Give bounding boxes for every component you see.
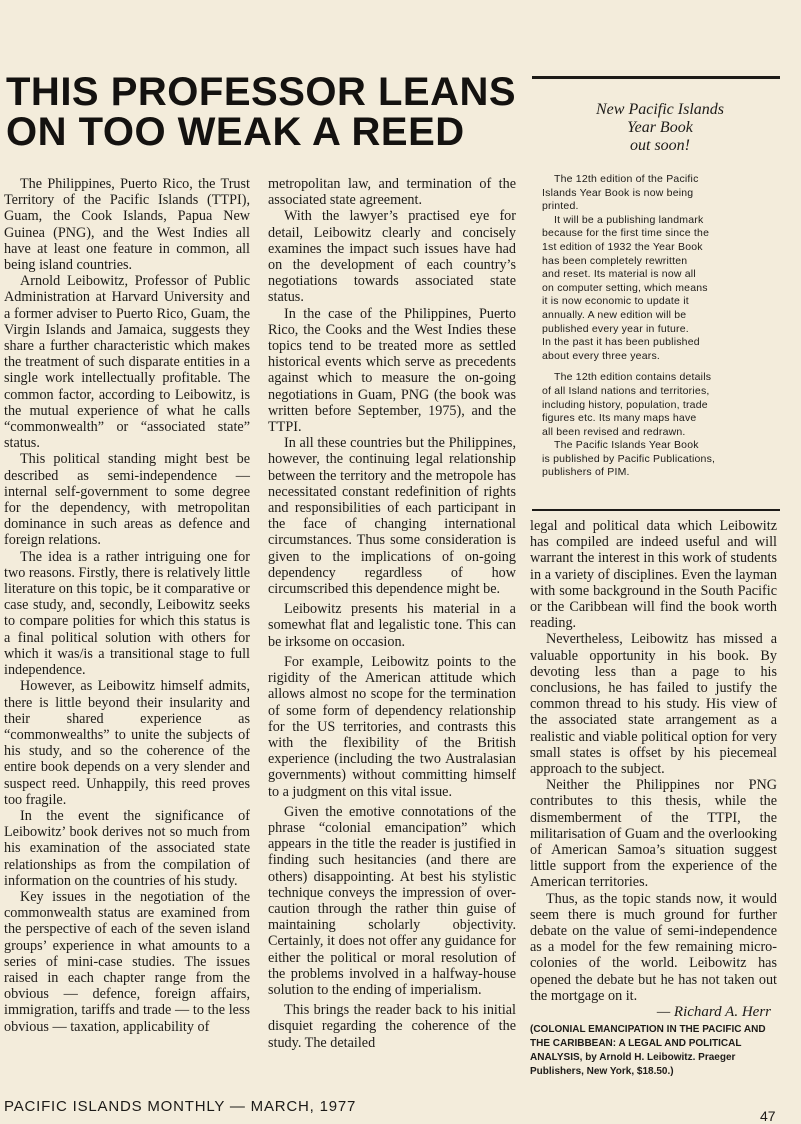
paragraph: The Philippines, Puerto Rico, the Trust Territory of the Pacific Islands (TTPI), Guam, the Cook Islands, Papua New Guinea (PNG), and the West Indies all have at least one feature in common, all being island countries. bbox=[4, 176, 250, 274]
paragraph: legal and political data which Leibowitz has compiled are indeed useful and will warrant the interest in this work of students in a variety of disciplines. Even the layman with some background in the South Pacific or the Caribbean will find the book worth reading. bbox=[530, 518, 777, 632]
announcement-line: publishers of PIM. bbox=[542, 466, 630, 479]
announcement-line: has been completely rewritten bbox=[542, 254, 688, 267]
announcement-line: on computer setting, which means bbox=[542, 281, 708, 294]
announcement-line: published every year in future. bbox=[542, 322, 689, 335]
announcement-line: about every three years. bbox=[542, 349, 661, 362]
announcement-line: The Pacific Islands Year Book bbox=[554, 439, 699, 452]
headline-line-1: THIS PROFESSOR LEANS bbox=[6, 70, 517, 114]
announcement-line: The 12th edition contains details bbox=[554, 371, 712, 384]
announcement-body bbox=[532, 173, 780, 480]
paragraph: In all these countries but the Philippines, however, the continuing legal relationship between the territory and the metropole has necessitated constant redefinition of rights and responsibilities of each participant in the face of changing international circumstances. Thus some consideration is given to the implications of on-going dependency regardless of how circumscribed this dependence might be. bbox=[268, 435, 516, 598]
announcement-line: because for the first time since the bbox=[542, 227, 710, 240]
paragraph: Key issues in the negotiation of the commonwealth status are examined from the perspective of each of the seven island groups’ experience in what amounts to a series of mini-case studies. The issues raised in each chapter range from the obvious — defence, foreign affairs, immigration, tariffs and trade — to the less obvious — taxation, applicability of bbox=[4, 888, 250, 1035]
paragraph: Neither the Philippines nor PNG contributes to this thesis, while the dismemberment of the TTPI, the militarisation of Guam and the overlooking of American Samoa’s situation suggest little support from the experience of the American territories. bbox=[530, 777, 777, 891]
paragraph: In the event the significance of Leibowitz’ book derives not so much from his examination of the associated state relationships as from the compilation of information on the countries of his study. bbox=[4, 807, 250, 889]
paragraph: Leibowitz presents his material in a somewhat flat and legalistic tone. This can be irksome on occasion. bbox=[268, 601, 516, 650]
announcement-line: is published by Pacific Publications, bbox=[542, 452, 716, 465]
article-column-2 bbox=[268, 176, 516, 1051]
reviewer-signature: — Richard A. Herr bbox=[656, 1004, 771, 1021]
announcement-line: printed. bbox=[542, 200, 579, 213]
announcement-title-line: New Pacific Islands bbox=[596, 101, 724, 118]
page-number: 47 bbox=[760, 1108, 776, 1124]
announcement-line: It will be a publishing landmark bbox=[554, 213, 704, 226]
paragraph: Thus, as the topic stands now, it would seem there is much ground for further debate on the value of semi-independence as a model for the few remaining micro-colonies of the world. Leibowitz has opened the debate but he has not taken out the mortgage on it. bbox=[530, 890, 777, 1004]
article-headline bbox=[6, 72, 526, 152]
paragraph: For example, Leibowitz points to the rigidity of the American attitude which allows almost no scope for the termination of some form of dependency relationship for the US territories, and contrasts this with the flexibility of the British experience (including the two Australasian governments) without committing himself to a judgment on this vital issue. bbox=[268, 653, 516, 800]
paragraph: This political standing might best be described as semi-independence — internal self-government to some degree for the dependency, with metropolitan dominance in such areas as defence and foreign relations. bbox=[4, 451, 250, 549]
book-details: (COLONIAL EMANCIPATION IN THE PACIFIC AND THE CARIBBEAN: A LEGAL AND POLITICAL ANALYSIS, by Arnold H. Leibowitz. Praeger Publishers, New York, $18.50.) bbox=[530, 1024, 766, 1078]
announcement-line: it is now economic to update it bbox=[542, 295, 689, 308]
announcement-line: figures etc. Its many maps have bbox=[542, 412, 697, 425]
announcement-line: In the past it has been published bbox=[542, 336, 700, 349]
year-book-announcement bbox=[532, 76, 780, 480]
paragraph: metropolitan law, and termination of the associated state agreement. bbox=[268, 176, 516, 209]
announcement-line: Islands Year Book is now being bbox=[542, 186, 694, 199]
announcement-title-line: Year Book bbox=[627, 119, 693, 136]
headline-line-2: ON TOO WEAK A REED bbox=[6, 110, 465, 154]
paragraph: Given the emotive connotations of the phrase “colonial emancipation” which appears in the title the reader is justified in finding such hesitancies (and there are others) disappointing. At best his stylistic technique conveys the impression of over-caution through the rather thin guise of maintaining scholarly objectivity. Certainly, it does not offer any guidance for either the political or moral resolution of the problems involved in a halfway-house solution to the ending of imperialism. bbox=[268, 803, 516, 998]
paragraph: In the case of the Philippines, Puerto Rico, the Cooks and the West Indies these topics tend to be treated more as settled historical events which serve as precedents against which to measure the on-going negotiations in Guam, PNG (the book was written before September, 1975), and the TTPI. bbox=[268, 305, 516, 436]
paragraph: Arnold Leibowitz, Professor of Public Administration at Harvard University and a former adviser to Puerto Rico, Guam, the Virgin Islands and Jamaica, suggests they share a further characteristic which makes the treatment of such disparate entities in a single work intellectually profitable. The common factor, according to Leibowitz, is the mutual experience of what he calls “commonwealth” or “associated state” status. bbox=[4, 273, 250, 452]
announcement-line: The 12th edition of the Pacific bbox=[554, 173, 699, 185]
paragraph: The idea is a rather intriguing one for two reasons. Firstly, there is relatively little literature on this topic, be it comparative or case study, and, secondly, Leibowitz seeks to compare polities for which this status is a final political solution with others for which it was/is a transitional stage to full independence. bbox=[4, 548, 250, 679]
article-column-3 bbox=[530, 518, 777, 1079]
announcement-line: and reset. Its material is now all bbox=[542, 268, 696, 281]
paragraph: Nevertheless, Leibowitz has missed a valuable opportunity in his book. By devoting less than a page to his conclusions, he has failed to justify the common thread to his study. His view of the associated state arrangement as a realistic and viable political option for very small states is offset by his piecemeal approach to the subject. bbox=[530, 631, 777, 778]
divider-rule bbox=[532, 509, 780, 511]
announcement-line: all been revised and redrawn. bbox=[542, 425, 686, 438]
announcement-title bbox=[540, 101, 780, 155]
paragraph: However, as Leibowitz himself admits, there is little beyond their insularity and their shared experience as “commonwealths” to unite the subjects of his study, and so the coherence of the entire book depends on a very slender and suspect reed. Unhappily, this reed proves too fragile. bbox=[4, 678, 250, 808]
announcement-line: annually. A new edition will be bbox=[542, 308, 687, 321]
divider-rule bbox=[532, 76, 780, 79]
announcement-line: of all Island nations and territories, bbox=[542, 384, 710, 397]
magazine-masthead: PACIFIC ISLANDS MONTHLY — MARCH, 1977 bbox=[4, 1098, 357, 1115]
announcement-line: including history, population, trade bbox=[542, 398, 708, 411]
paragraph: With the lawyer’s practised eye for detail, Leibowitz clearly and concisely examines the impact such issues have had on the development of each country’s negotiations towards associated state status. bbox=[268, 208, 516, 306]
paragraph: This brings the reader back to his initial disquiet regarding the coherence of the study. The detailed bbox=[268, 1002, 516, 1051]
announcement-title-line: out soon! bbox=[630, 137, 690, 154]
article-column-1 bbox=[4, 176, 250, 1035]
announcement-line: 1st edition of 1932 the Year Book bbox=[542, 240, 703, 253]
